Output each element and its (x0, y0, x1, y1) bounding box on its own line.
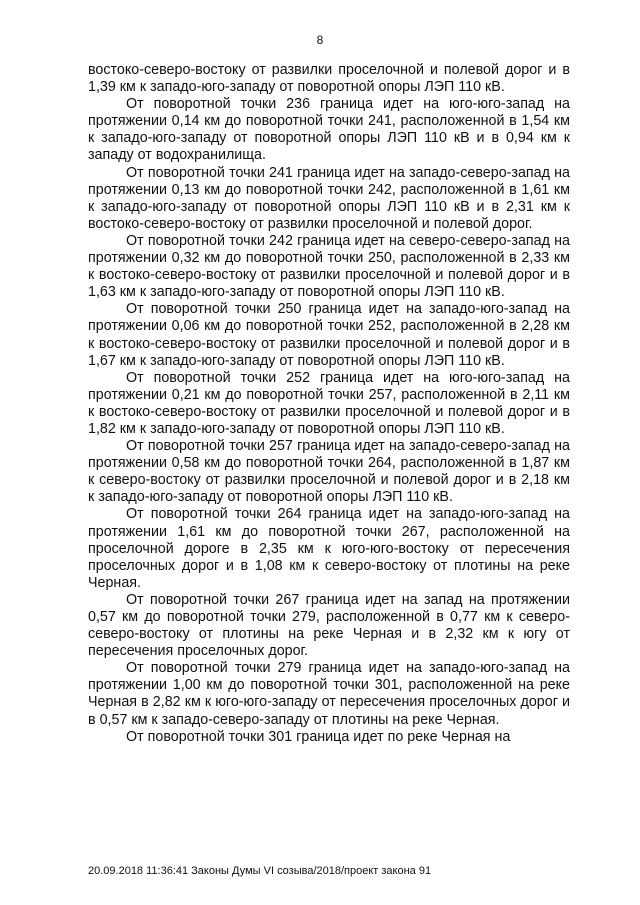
paragraph: От поворотной точки 242 граница идет на северо-северо-запад на протяжении 0,32 км до поворотной точки 250, расположенной в 2,33 км к востоко-северо-востоку от развилки проселочной и полевой дорог и в 1,63 км к западо-юго-западу от поворотной опоры ЛЭП 110 кВ. (88, 232, 570, 301)
paragraph: От поворотной точки 252 граница идет на юго-юго-запад на протяжении 0,21 км до поворотной точки 257, расположенной в 2,11 км к востоко-северо-востоку от развилки проселочной и полевой дорог и в 1,82 км к западо-юго-западу от поворотной опоры ЛЭП 110 кВ. (88, 369, 570, 437)
paragraph: От поворотной точки 257 граница идет на западо-северо-запад на протяжении 0,58 км до поворотной точки 264, расположенной в 1,87 км к северо-востоку от развилки проселочной и полевой дорог и в 2,18 км к западо-юго-западу от поворотной опоры ЛЭП 110 кВ. (88, 438, 570, 506)
paragraph: От поворотной точки 250 граница идет на западо-юго-запад на протяжении 0,06 км до поворотной точки 252, расположенной в 2,28 км к востоко-северо-востоку от развилки проселочной и полевой дорог и в 1,67 км к западо-юго-западу от поворотной опоры ЛЭП 110 кВ. (88, 301, 570, 369)
paragraph: От поворотной точки 301 граница идет по реке Черная на (126, 728, 511, 745)
page-number: 8 (316, 33, 324, 47)
paragraph: востоко-северо-востоку от развилки проселочной и полевой дорог и в 1,39 км к западо-юго-западу от поворотной опоры ЛЭП 110 кВ. (88, 62, 570, 96)
document-body (88, 62, 570, 746)
paragraph: От поворотной точки 279 граница идет на западо-юго-запад на протяжении 1,00 км до поворотной точки 301, расположенной на реке Черная в 2,82 км к юго-юго-западу от пересечения проселочных дорог и в 0,57 км к западо-северо-западу от плотины на реке Черная. (88, 660, 570, 728)
document-footer: 20.09.2018 11:36:41 Законы Думы VI созыва/2018/проект закона 91 (88, 865, 432, 877)
paragraph: От поворотной точки 264 граница идет на западо-юго-запад на протяжении 1,61 км до поворотной точки 267, расположенной на проселочной дороге в 2,35 км к юго-юго-востоку от пересечения проселочных дорог и в 1,08 км к северо-востоку от плотины на реке Черная. (88, 506, 570, 591)
paragraph: От поворотной точки 236 граница идет на юго-юго-запад на протяжении 0,14 км до поворотной точки 241, расположенной в 1,54 км к западо-юго-западу от поворотной опоры ЛЭП 110 кВ и в 0,94 км к западу от водохранилища. (88, 96, 570, 164)
paragraph: От поворотной точки 267 граница идет на запад на протяжении 0,57 км до поворотной точки 279, расположенной в 0,77 км к северо-северо-востоку от плотины на реке Черная и в 2,32 км к югу от пересечения проселочных дорог. (88, 591, 570, 660)
paragraph: От поворотной точки 241 граница идет на западо-северо-запад на протяжении 0,13 км до поворотной точки 242, расположенной в 1,61 км к западо-юго-западу от поворотной опоры ЛЭП 110 кВ и в 2,31 км к востоко-северо-востоку от развилки проселочной и полевой дорог. (88, 164, 570, 232)
